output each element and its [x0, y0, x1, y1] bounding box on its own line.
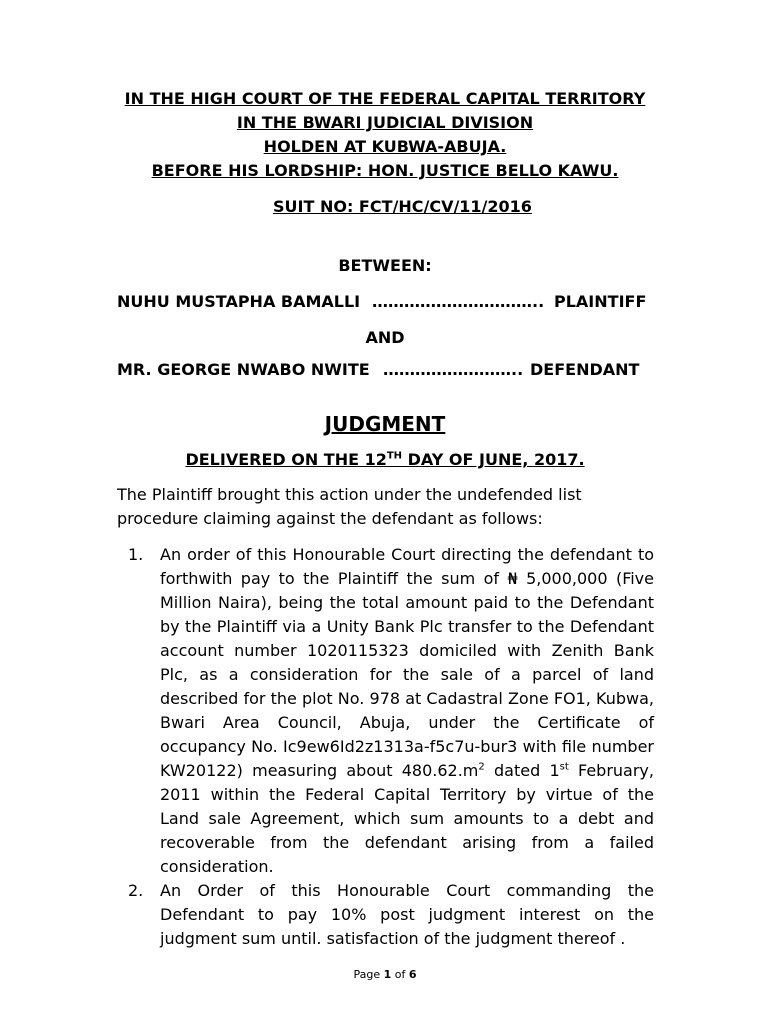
claim-number: 1. [128, 545, 144, 564]
claim-superscript: 2 [478, 761, 485, 773]
court-header-line-2: IN THE BWARI JUDICIAL DIVISION [236, 113, 534, 132]
and-label: AND [365, 328, 405, 347]
claim-text-part: February, 2011 within the Federal Capital Territory by virtue of the Land sale Agreement, which sum amounts to a debt and recoverable from the defendant arising from a failed consideration. [160, 761, 654, 876]
claim-text-part: dated 1 [484, 761, 560, 780]
page-label: Page [353, 968, 384, 981]
claim-superscript: st [559, 761, 569, 773]
plaintiff-dots: ………………………….. [372, 292, 545, 311]
delivery-date [0, 450, 770, 469]
court-header [0, 87, 770, 183]
court-header-line-3: HOLDEN AT KUBWA-ABUJA. [263, 137, 507, 156]
defendant-name: MR. GEORGE NWABO NWITE [117, 360, 370, 379]
claim-item-1 [128, 543, 654, 879]
intro-paragraph: The Plaintiff brought this action under the undefended list procedure claiming against the defendant as follows: [117, 485, 582, 528]
delivery-date-suffix: DAY OF JUNE, 2017. [402, 450, 585, 469]
suit-number: SUIT NO: FCT/HC/CV/11/2016 [273, 197, 532, 216]
court-header-line-1: IN THE HIGH COURT OF THE FEDERAL CAPITAL TERRITORY [124, 89, 646, 108]
plaintiff-role: PLAINTIFF [554, 292, 647, 311]
claim-text-part: An order of this Honourable Court directing the defendant to forthwith pay to the Plaintiff the sum of ₦ 5,000,000 (Five Million Naira), being the total amount paid to the Defendant by the Plaintiff via a Unity Bank Plc transfer to the Defendant account number 1020115323 domiciled with Zenith Bank Plc, as a consideration for the sale of a parcel of land described for the plot No. 978 at Cadastral Zone FO1, Kubwa, Bwari Area Council, Abuja, under the Certificate of occupancy No. Ic9ew6Id2z1313a-f5c7u-bur3 with file number KW20122) measuring about 480.62.m [160, 545, 654, 780]
court-header-line-4: BEFORE HIS LORDSHIP: HON. JUSTICE BELLO KAWU. [151, 161, 619, 180]
page-number: 1 [383, 968, 392, 981]
plaintiff-name: NUHU MUSTAPHA BAMALLI [117, 292, 361, 311]
defendant-dots: …………………….. [383, 360, 524, 379]
delivery-date-ordinal: TH [386, 450, 403, 462]
claims-list [128, 543, 654, 951]
page-footer [0, 968, 770, 981]
claim-number: 2. [128, 881, 144, 900]
defendant-role: DEFENDANT [530, 360, 640, 379]
between-label: BETWEEN: [338, 256, 432, 275]
judgment-title: JUDGMENT [324, 412, 446, 436]
claim-text: An Order of this Honourable Court commanding the Defendant to pay 10% post judgment interest on the judgment sum until. satisfaction of the judgment thereof . [160, 881, 654, 948]
plaintiff-line [117, 292, 360, 311]
delivery-date-prefix: DELIVERED ON THE 12 [185, 450, 387, 469]
page-of-label: of [391, 968, 409, 981]
claim-item-2 [128, 879, 654, 951]
page-total: 6 [408, 968, 417, 981]
